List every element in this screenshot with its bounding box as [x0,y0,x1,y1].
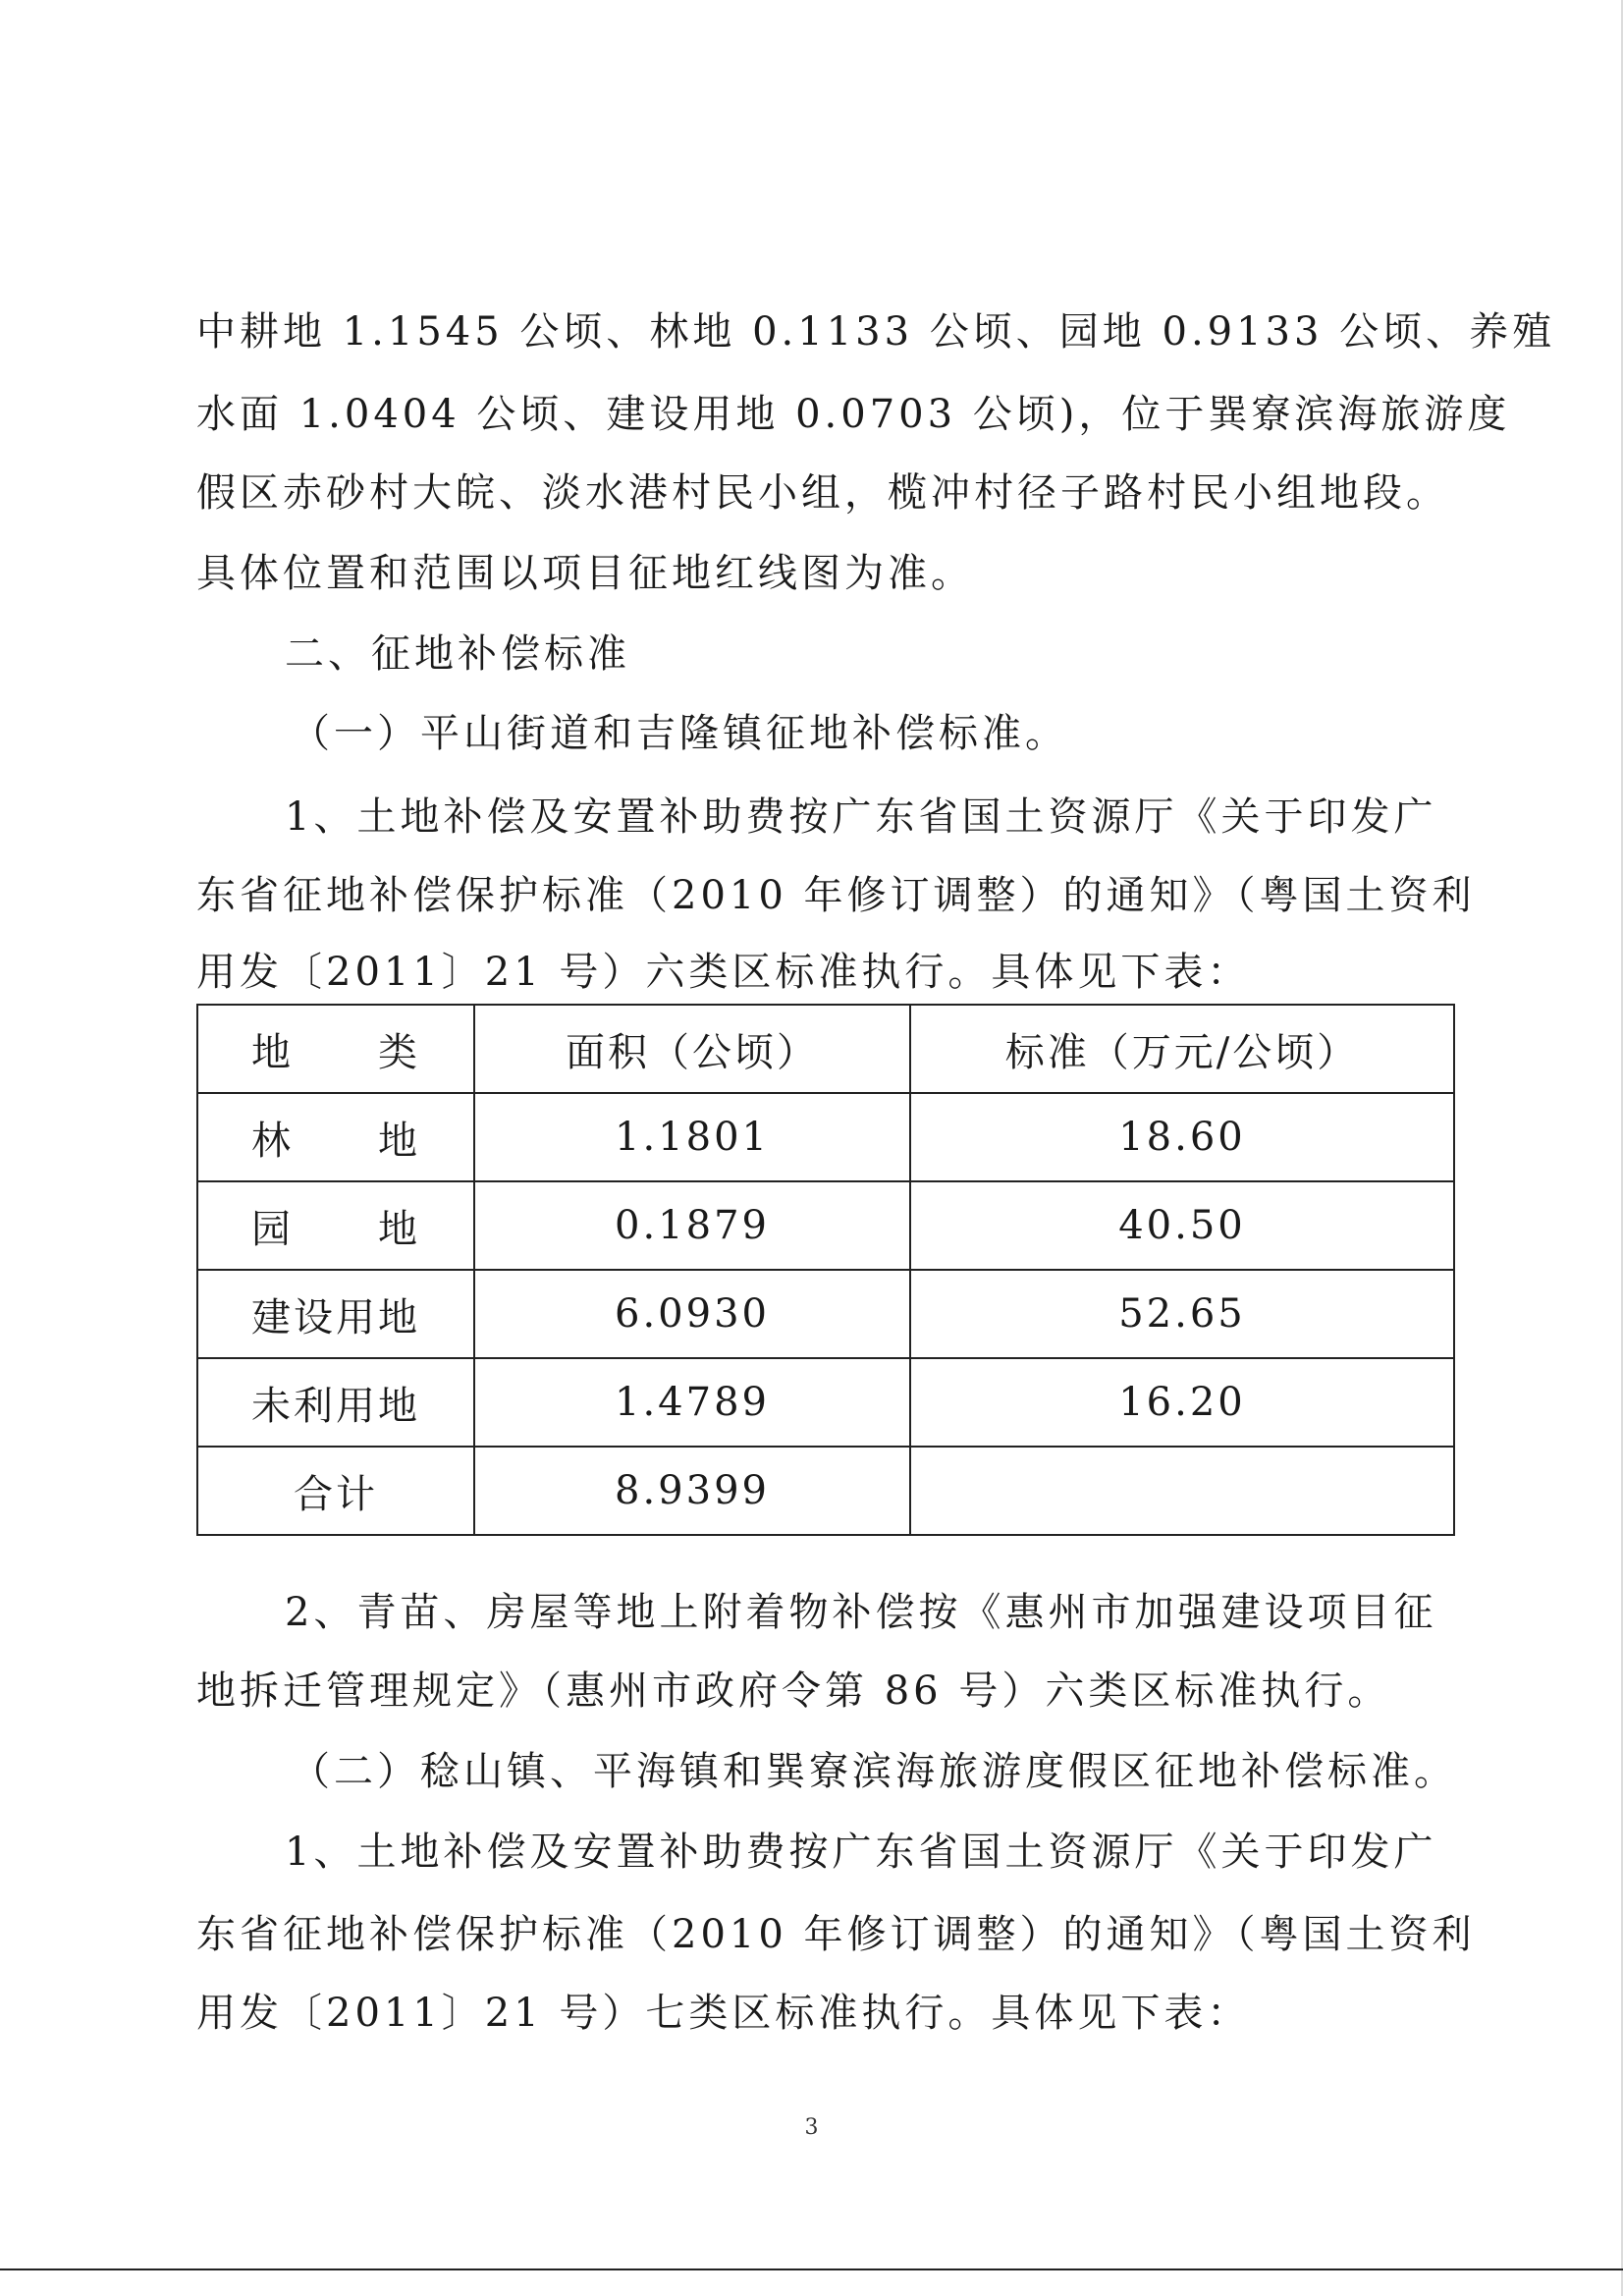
paragraph-line: 假区赤砂村大皖、淡水港村民小组，榄冲村径子路村民小组地段。 [196,470,1449,516]
subsection-heading: （一）平山街道和吉隆镇征地补偿标准。 [291,711,1068,756]
page-number: 3 [804,2115,819,2140]
table-cell: 1.1801 [474,1093,910,1181]
section-heading: 二、征地补偿标准 [285,631,630,677]
table-cell: 16.20 [910,1358,1454,1447]
table-row [197,1270,1454,1358]
table-cell [910,1447,1454,1535]
paragraph-line: 中耕地 1.1545 公顷、林地 0.1133 公顷、园地 0.9133 公顷、养殖 [196,309,1556,355]
page-bottom-edge [0,2269,1623,2270]
table-header-row [197,1005,1454,1093]
table-row [197,1181,1454,1270]
table-cell: 0.1879 [474,1181,910,1270]
subsection-heading: （二）稔山镇、平海镇和巽寮滨海旅游度假区征地补偿标准。 [291,1749,1457,1794]
table-header-cell: 标准（万元/公顷） [910,1005,1454,1093]
table-cell: 建设用地 [197,1270,474,1358]
paragraph-line: 1、土地补偿及安置补助费按广东省国土资源厅《关于印发广 [285,1830,1437,1875]
table-header-cell: 面积（公顷） [474,1005,910,1093]
paragraph-line: 东省征地补偿保护标准（2010 年修订调整）的通知》（粤国土资利 [196,1912,1476,1957]
paragraph-line: 1、土地补偿及安置补助费按广东省国土资源厅《关于印发广 [285,794,1437,840]
table-row [197,1358,1454,1447]
table-row [197,1093,1454,1181]
table-cell: 林 地 [197,1093,474,1181]
table-cell: 8.9399 [474,1447,910,1535]
land-compensation-table [196,1004,1455,1536]
table-cell: 合计 [197,1447,474,1535]
table-cell: 18.60 [910,1093,1454,1181]
table-cell: 40.50 [910,1181,1454,1270]
paragraph-line: 用发〔2011〕21 号）七类区标准执行。具体见下表： [196,1991,1251,2036]
table-cell: 6.0930 [474,1270,910,1358]
table-cell: 未利用地 [197,1358,474,1447]
paragraph-line: 东省征地补偿保护标准（2010 年修订调整）的通知》（粤国土资利 [196,873,1476,918]
paragraph-line: 2、青苗、房屋等地上附着物补偿按《惠州市加强建设项目征 [285,1590,1437,1635]
paragraph-line: 具体位置和范围以项目征地红线图为准。 [196,551,974,596]
table-cell: 52.65 [910,1270,1454,1358]
table-header-cell: 地 类 [197,1005,474,1093]
table-cell: 1.4789 [474,1358,910,1447]
paragraph-line: 水面 1.0404 公顷、建设用地 0.0703 公顷)，位于巽寮滨海旅游度 [196,392,1511,437]
table-total-row [197,1447,1454,1535]
paragraph-line: 用发〔2011〕21 号）六类区标准执行。具体见下表： [196,950,1251,995]
table-cell: 园 地 [197,1181,474,1270]
paragraph-line: 地拆迁管理规定》（惠州市政府令第 86 号）六类区标准执行。 [196,1668,1391,1714]
